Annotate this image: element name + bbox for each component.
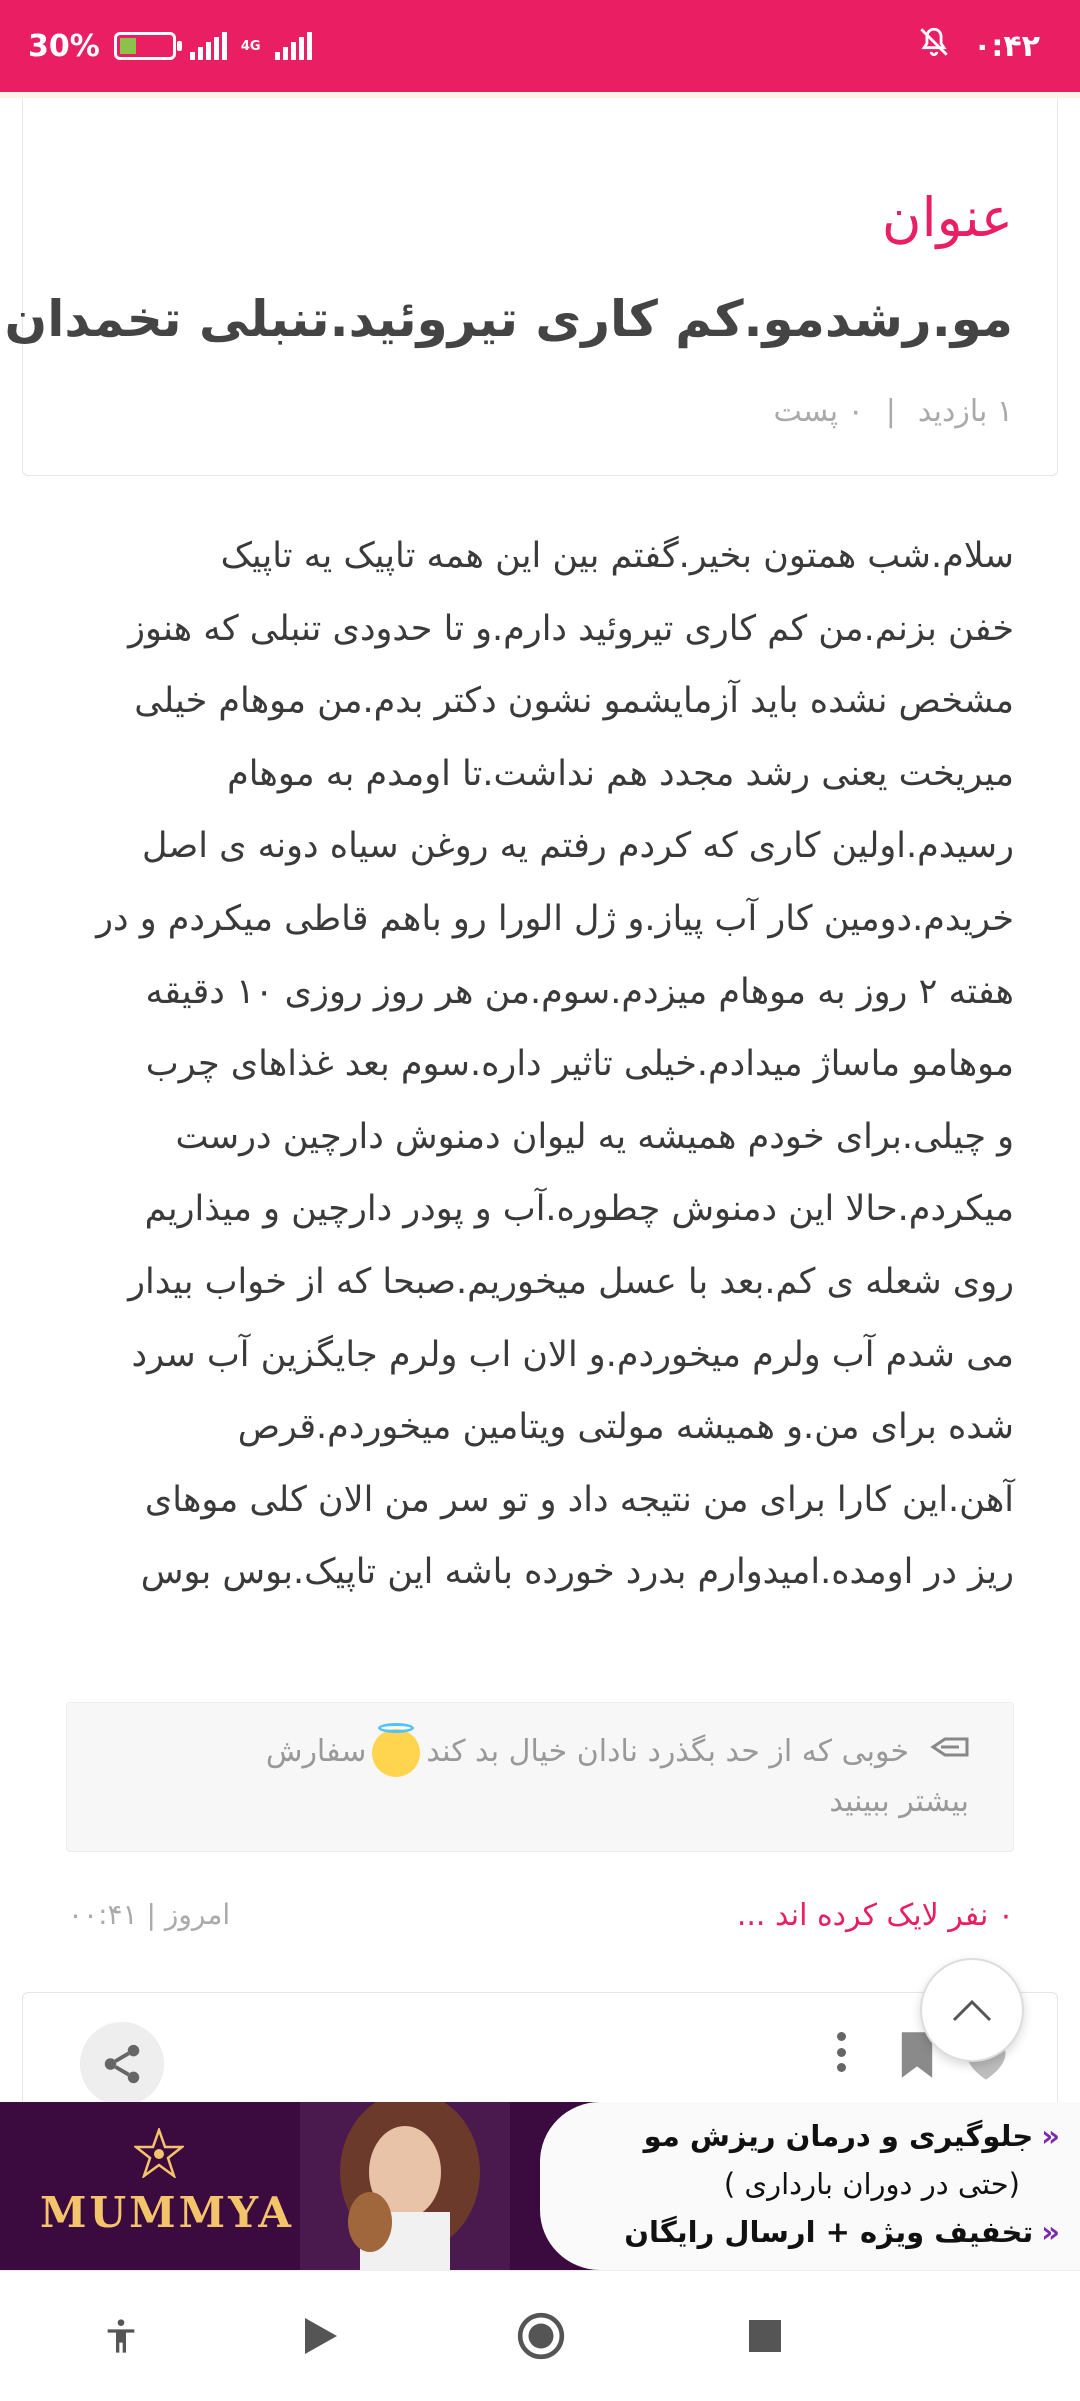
topic-header-card: [4, 98, 1058, 476]
ad-copy: [540, 2112, 1060, 2256]
post-line: هفته ۲ روز به موهام میزدم.سوم.من هر روز روزی ۱۰ دقیقه: [145, 971, 1014, 1012]
status-bar: [0, 0, 1080, 92]
signal-icon: [190, 32, 227, 60]
signature-text: خوبی که از حد بگذرد نادان خیال بد کند: [426, 1734, 909, 1769]
post-line: خریدم.دومین کار آب پیاز.و ژل الورا رو باهم قاطی میکردم و در: [96, 898, 1014, 939]
quote-icon: [929, 1725, 969, 1775]
chevrons-icon: «: [1041, 2119, 1060, 2153]
post-line: ریز در اومده.امیدوارم بدرد خورده باشه این تاپیک.بوس بوس: [140, 1552, 1014, 1593]
more-vertical-icon[interactable]: [836, 2032, 846, 2072]
ad-line-1: «جلوگیری و درمان ریزش مو: [643, 2119, 1060, 2153]
battery-percent: 30%: [28, 28, 100, 64]
ad-model-image: [300, 2102, 510, 2270]
post-line: آهن.این کارا برای من نتیجه داد و تو سر من الان کلی موهای: [144, 1479, 1014, 1520]
play-icon: [303, 2316, 339, 2356]
stop-icon: [747, 2318, 783, 2354]
signature-more: بیشتر ببینید: [829, 1784, 969, 1819]
post-line: خفن بزنم.من کم کاری تیروئید دارم.و تا حدودی تنبلی که هنوز: [128, 608, 1014, 649]
share-icon: [99, 2041, 145, 2087]
share-button[interactable]: [80, 2022, 164, 2106]
bell-off-icon: [917, 25, 951, 67]
topic-title: مو.رشدمو.کم کاری تیروئید.تنبلی تخمدان: [4, 290, 1013, 348]
likes-link[interactable]: ۰ نفر لایک کرده اند ...: [736, 1898, 1014, 1933]
views-count: ۱ بازدید: [917, 394, 1013, 429]
chevron-up-icon: [950, 1996, 994, 2024]
accessibility-button[interactable]: [96, 2311, 146, 2361]
chevrons-icon: «: [1041, 2215, 1060, 2249]
post-line: مشخص نشده باید آزمایشمو نشون دکتر بدم.من موهام خیلی: [134, 681, 1014, 722]
post-body: [84, 520, 1014, 1609]
signature-text-2: سفارش: [265, 1734, 367, 1769]
signal-icon-2: [275, 32, 312, 60]
network-type: 4G: [240, 38, 261, 54]
recents-button[interactable]: [740, 2311, 790, 2361]
ad-brand: MUMMYA: [40, 2188, 294, 2237]
post-line: رسیدم.اولین کاری که کردم رفتم یه روغن سیاه دونه ی اصل: [142, 826, 1014, 867]
status-right: [917, 0, 1040, 92]
post-line: میریخت یعنی رشد مجدد هم نداشت.تا اومدم به موهام: [227, 753, 1014, 794]
home-button[interactable]: [516, 2311, 566, 2361]
topic-meta: [774, 394, 1013, 429]
post-line: موهامو ماساژ میدادم.خیلی تاثیر داره.سوم بعد غذاهای چرب: [145, 1044, 1014, 1085]
scroll-top-button[interactable]: [920, 1958, 1024, 2062]
brand-logo-icon: [134, 2128, 184, 2178]
status-left: [28, 0, 312, 92]
topic-label: عنوان: [881, 186, 1013, 249]
accessibility-icon: [101, 2316, 141, 2356]
play-button[interactable]: [296, 2311, 346, 2361]
ad-banner[interactable]: [0, 2102, 1080, 2270]
ad-line-2: (حتی در دوران بارداری ): [723, 2167, 1020, 2201]
post-line: شده برای من.و همیشه مولتی ویتامین میخوردم.قرص: [237, 1407, 1014, 1448]
clock: ۰:۴۲: [973, 28, 1040, 64]
post-line: میکردم.حالا این دمنوش چطوره.آب و پودر دارچین و میذاریم: [144, 1189, 1014, 1230]
angel-emoji-icon: [372, 1729, 420, 1777]
post-line: و چیلی.برای خودم همیشه یه لیوان دمنوش دارچین درست: [175, 1116, 1014, 1157]
home-circle-icon: [516, 2311, 566, 2361]
post-line: سلام.شب همتون بخیر.گفتم بین این همه تاپیک یه تاپیک: [220, 536, 1014, 576]
post-line: می شدم آب ولرم میخوردم.و الان اب ولرم جایگزین آب سرد: [131, 1334, 1014, 1375]
ad-line-3: «تخفیف ویژه + ارسال رایگان: [624, 2215, 1060, 2249]
post-date: امروز | ۰۰:۴۱: [68, 1898, 231, 1931]
posts-count: ۰ پست: [773, 394, 864, 429]
meta-separator: |: [885, 394, 896, 429]
system-nav-bar: [0, 2270, 1080, 2401]
signature-box: [66, 1702, 1014, 1852]
battery-icon: [114, 32, 176, 60]
post-line: روی شعله ی کم.بعد با عسل میخوریم.صبحا که از خواب بیدار: [128, 1261, 1014, 1302]
